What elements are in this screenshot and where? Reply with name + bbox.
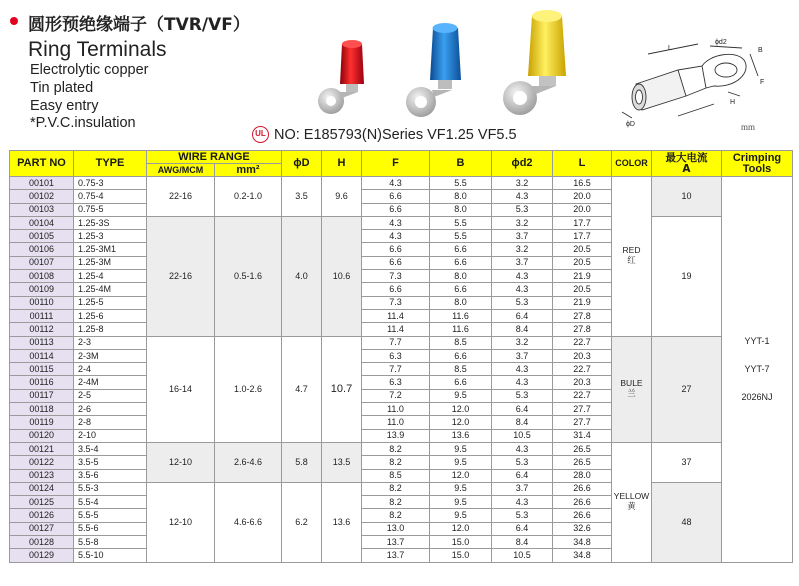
- part-no-cell: 00104: [10, 216, 74, 229]
- l-cell: 26.5: [553, 456, 612, 469]
- part-no-cell: 00101: [10, 177, 74, 190]
- col-mm2: mm²: [215, 164, 282, 177]
- table-row: [10, 442, 793, 455]
- b-cell: 8.0: [430, 270, 492, 283]
- l-cell: 34.8: [553, 536, 612, 549]
- l-cell: 17.7: [553, 230, 612, 243]
- b-cell: 15.0: [430, 536, 492, 549]
- l-cell: 27.7: [553, 403, 612, 416]
- type-cell: 0.75-3: [74, 177, 147, 190]
- l-cell: 22.7: [553, 389, 612, 402]
- phi-d2-cell: 4.3: [492, 190, 553, 203]
- l-cell: 22.7: [553, 363, 612, 376]
- type-cell: 1.25-3S: [74, 216, 147, 229]
- dimension-labels: [618, 36, 790, 132]
- f-cell: 6.6: [362, 256, 430, 269]
- awg-cell: 12-10: [147, 482, 215, 562]
- color-cell: [612, 177, 652, 337]
- h-cell: 10.6: [322, 216, 362, 336]
- mm2-cell: 0.5-1.6: [215, 216, 282, 336]
- mm2-cell: 4.6-6.6: [215, 482, 282, 562]
- col-awg: AWG/MCM: [147, 164, 215, 177]
- l-cell: 20.3: [553, 376, 612, 389]
- phi-d2-cell: 6.4: [492, 522, 553, 535]
- color-cn: 黄: [627, 502, 636, 513]
- b-cell: 6.6: [430, 349, 492, 362]
- max-current-cell: 48: [652, 482, 722, 562]
- product-photo: [300, 6, 600, 126]
- color-cell: [612, 442, 652, 562]
- table-row: [10, 336, 793, 349]
- phi-d2-cell: 10.5: [492, 429, 553, 442]
- f-cell: 13.0: [362, 522, 430, 535]
- b-cell: 9.5: [430, 496, 492, 509]
- h-cell: 13.6: [322, 482, 362, 562]
- col-phi-d: ϕD: [282, 151, 322, 177]
- type-cell: 2-4: [74, 363, 147, 376]
- col-max-current: [652, 151, 722, 177]
- b-cell: 12.0: [430, 403, 492, 416]
- blue-terminal-icon: [406, 23, 461, 117]
- phi-d2-cell: 5.3: [492, 296, 553, 309]
- col-type: TYPE: [74, 151, 147, 177]
- feature-item: Easy entry: [30, 98, 99, 114]
- l-cell: 26.6: [553, 482, 612, 495]
- phi-d2-cell: 3.7: [492, 349, 553, 362]
- f-cell: 11.0: [362, 416, 430, 429]
- l-cell: 28.0: [553, 469, 612, 482]
- l-cell: 27.8: [553, 309, 612, 322]
- type-cell: 5.5-4: [74, 496, 147, 509]
- color-en: BULE: [620, 378, 643, 389]
- color-en: RED: [622, 245, 641, 256]
- max-current-label: 最大电流: [665, 151, 708, 164]
- color-en: YELLOW: [613, 491, 650, 502]
- color-cell: [612, 336, 652, 442]
- type-cell: 0.75-5: [74, 203, 147, 216]
- type-cell: 2-5: [74, 389, 147, 402]
- f-cell: 7.7: [362, 363, 430, 376]
- l-cell: 20.3: [553, 349, 612, 362]
- b-cell: 6.6: [430, 283, 492, 296]
- phi-d-cell: 4.7: [282, 336, 322, 442]
- b-cell: 12.0: [430, 469, 492, 482]
- f-cell: 11.0: [362, 403, 430, 416]
- l-cell: 20.5: [553, 256, 612, 269]
- l-cell: 20.5: [553, 283, 612, 296]
- l-cell: 26.5: [553, 442, 612, 455]
- part-no-cell: 00120: [10, 429, 74, 442]
- type-cell: 3.5-4: [74, 442, 147, 455]
- part-no-cell: 00108: [10, 270, 74, 283]
- type-cell: 5.5-5: [74, 509, 147, 522]
- h-cell: 9.6: [322, 177, 362, 217]
- mm2-cell: 2.6-4.6: [215, 442, 282, 482]
- phi-d2-cell: 4.3: [492, 442, 553, 455]
- type-cell: 1.25-6: [74, 309, 147, 322]
- f-cell: 8.2: [362, 496, 430, 509]
- max-current-cell: 37: [652, 442, 722, 482]
- b-cell: 8.5: [430, 363, 492, 376]
- type-cell: 3.5-6: [74, 469, 147, 482]
- feature-item: Tin plated: [30, 80, 94, 96]
- l-cell: 32.6: [553, 522, 612, 535]
- phi-d-cell: 5.8: [282, 442, 322, 482]
- color-cn: 红: [627, 256, 636, 267]
- phi-d2-cell: 6.4: [492, 403, 553, 416]
- phi-d2-cell: 5.3: [492, 456, 553, 469]
- b-cell: 12.0: [430, 522, 492, 535]
- dim-label: F: [760, 79, 765, 86]
- part-no-cell: 00127: [10, 522, 74, 535]
- yellow-terminal-icon: [503, 10, 566, 115]
- table-row: [10, 177, 793, 190]
- type-cell: 1.25-3M1: [74, 243, 147, 256]
- part-no-cell: 00112: [10, 323, 74, 336]
- part-no-cell: 00114: [10, 349, 74, 362]
- f-cell: 7.2: [362, 389, 430, 402]
- f-cell: 13.9: [362, 429, 430, 442]
- awg-cell: 22-16: [147, 177, 215, 217]
- part-no-cell: 00103: [10, 203, 74, 216]
- phi-d2-cell: 4.3: [492, 283, 553, 296]
- f-cell: 4.3: [362, 216, 430, 229]
- l-cell: 27.7: [553, 416, 612, 429]
- l-cell: 26.6: [553, 496, 612, 509]
- type-cell: 5.5-3: [74, 482, 147, 495]
- awg-cell: 22-16: [147, 216, 215, 336]
- type-cell: 2-3M: [74, 349, 147, 362]
- f-cell: 4.3: [362, 230, 430, 243]
- feature-item: *P.V.C.insulation: [30, 115, 136, 131]
- part-no-cell: 00106: [10, 243, 74, 256]
- col-crimping-tools: Crimping Tools: [722, 151, 793, 177]
- b-cell: 9.5: [430, 442, 492, 455]
- phi-d2-cell: 3.7: [492, 256, 553, 269]
- b-cell: 9.5: [430, 456, 492, 469]
- b-cell: 8.5: [430, 336, 492, 349]
- f-cell: 13.7: [362, 549, 430, 562]
- f-cell: 13.7: [362, 536, 430, 549]
- l-cell: 26.6: [553, 509, 612, 522]
- col-wire-range: WIRE RANGE: [147, 151, 282, 164]
- part-no-cell: 00102: [10, 190, 74, 203]
- b-cell: 9.5: [430, 389, 492, 402]
- series-line: NO: E185793(N)Series VF1.25 VF5.5: [274, 127, 517, 143]
- col-phi-d2: ϕd2: [492, 151, 553, 177]
- col-h: H: [322, 151, 362, 177]
- phi-d2-cell: 10.5: [492, 549, 553, 562]
- h-cell: 13.5: [322, 442, 362, 482]
- part-no-cell: 00119: [10, 416, 74, 429]
- b-cell: 8.0: [430, 203, 492, 216]
- unit-label: mm: [741, 122, 756, 132]
- phi-d2-cell: 3.2: [492, 243, 553, 256]
- red-terminal-icon: [318, 40, 364, 114]
- phi-d2-cell: 3.2: [492, 177, 553, 190]
- part-no-cell: 00110: [10, 296, 74, 309]
- header: [0, 0, 799, 150]
- part-no-cell: 00128: [10, 536, 74, 549]
- f-cell: 8.2: [362, 482, 430, 495]
- col-part-no: PART NO: [10, 151, 74, 177]
- part-no-cell: 00109: [10, 283, 74, 296]
- f-cell: 6.6: [362, 190, 430, 203]
- f-cell: 6.6: [362, 203, 430, 216]
- red-bullet-icon: [10, 17, 18, 25]
- phi-d2-cell: 5.3: [492, 509, 553, 522]
- b-cell: 11.6: [430, 323, 492, 336]
- phi-d2-cell: 6.4: [492, 309, 553, 322]
- spec-table-body: [10, 177, 793, 563]
- f-cell: 7.3: [362, 270, 430, 283]
- b-cell: 5.5: [430, 177, 492, 190]
- phi-d2-cell: 4.3: [492, 363, 553, 376]
- l-cell: 27.8: [553, 323, 612, 336]
- part-no-cell: 00121: [10, 442, 74, 455]
- phi-d2-cell: 6.4: [492, 469, 553, 482]
- mm2-cell: 0.2-1.0: [215, 177, 282, 217]
- col-color: COLOR: [612, 151, 652, 177]
- type-cell: 5.5-10: [74, 549, 147, 562]
- phi-d2-cell: 3.7: [492, 230, 553, 243]
- part-no-cell: 00126: [10, 509, 74, 522]
- phi-d-cell: 6.2: [282, 482, 322, 562]
- crimping-tool-item: 2026NJ: [741, 392, 773, 403]
- part-no-cell: 00116: [10, 376, 74, 389]
- part-no-cell: 00118: [10, 403, 74, 416]
- phi-d2-cell: 5.3: [492, 203, 553, 216]
- feature-item: Electrolytic copper: [30, 62, 149, 78]
- phi-d-cell: 4.0: [282, 216, 322, 336]
- b-cell: 11.6: [430, 309, 492, 322]
- table-row: [10, 216, 793, 229]
- phi-d-cell: 3.5: [282, 177, 322, 217]
- col-b: B: [430, 151, 492, 177]
- part-no-cell: 00123: [10, 469, 74, 482]
- f-cell: 6.6: [362, 283, 430, 296]
- part-no-cell: 00107: [10, 256, 74, 269]
- f-cell: 8.2: [362, 456, 430, 469]
- part-no-cell: 00113: [10, 336, 74, 349]
- phi-d2-cell: 3.2: [492, 216, 553, 229]
- b-cell: 15.0: [430, 549, 492, 562]
- l-cell: 22.7: [553, 336, 612, 349]
- f-cell: 4.3: [362, 177, 430, 190]
- f-cell: 6.3: [362, 349, 430, 362]
- b-cell: 9.5: [430, 482, 492, 495]
- table-row: [10, 482, 793, 495]
- ul-logo-icon: UL: [252, 126, 269, 143]
- f-cell: 11.4: [362, 323, 430, 336]
- f-cell: 7.7: [362, 336, 430, 349]
- part-no-cell: 00125: [10, 496, 74, 509]
- l-cell: 34.8: [553, 549, 612, 562]
- l-cell: 20.5: [553, 243, 612, 256]
- type-cell: 1.25-3M: [74, 256, 147, 269]
- b-cell: 5.5: [430, 230, 492, 243]
- dim-label: H: [730, 99, 736, 106]
- b-cell: 13.6: [430, 429, 492, 442]
- mm2-cell: 1.0-2.6: [215, 336, 282, 442]
- f-cell: 7.3: [362, 296, 430, 309]
- phi-d2-cell: 8.4: [492, 323, 553, 336]
- b-cell: 5.5: [430, 216, 492, 229]
- f-cell: 8.2: [362, 442, 430, 455]
- f-cell: 8.5: [362, 469, 430, 482]
- l-cell: 20.0: [553, 190, 612, 203]
- type-cell: 3.5-5: [74, 456, 147, 469]
- type-cell: 5.5-6: [74, 522, 147, 535]
- type-cell: 5.5-8: [74, 536, 147, 549]
- b-cell: 6.6: [430, 243, 492, 256]
- part-no-cell: 00115: [10, 363, 74, 376]
- type-cell: 2-4M: [74, 376, 147, 389]
- b-cell: 9.5: [430, 509, 492, 522]
- l-cell: 21.9: [553, 270, 612, 283]
- part-no-cell: 00122: [10, 456, 74, 469]
- b-cell: 8.0: [430, 190, 492, 203]
- part-no-cell: 00129: [10, 549, 74, 562]
- color-cn: 兰: [627, 389, 636, 400]
- f-cell: 11.4: [362, 309, 430, 322]
- type-cell: 1.25-4: [74, 270, 147, 283]
- b-cell: 12.0: [430, 416, 492, 429]
- b-cell: 6.6: [430, 256, 492, 269]
- l-cell: 17.7: [553, 216, 612, 229]
- dim-label: ϕD: [626, 121, 635, 128]
- type-cell: 1.25-8: [74, 323, 147, 336]
- phi-d2-cell: 5.3: [492, 389, 553, 402]
- crimping-tool-item: YYT-7: [744, 364, 770, 375]
- dim-label: B: [758, 47, 763, 54]
- spec-table: [9, 150, 793, 563]
- l-cell: 16.5: [553, 177, 612, 190]
- max-current-cell: 19: [652, 216, 722, 336]
- phi-d2-cell: 3.7: [492, 482, 553, 495]
- h-cell: 10.7: [322, 336, 362, 442]
- type-cell: 1.25-4M: [74, 283, 147, 296]
- part-no-cell: 00111: [10, 309, 74, 322]
- f-cell: 6.6: [362, 243, 430, 256]
- english-title: Ring Terminals: [28, 38, 167, 61]
- type-cell: 1.25-5: [74, 296, 147, 309]
- b-cell: 8.0: [430, 296, 492, 309]
- crimping-tools-cell: [722, 177, 793, 563]
- col-l: L: [553, 151, 612, 177]
- phi-d2-cell: 8.4: [492, 536, 553, 549]
- l-cell: 21.9: [553, 296, 612, 309]
- max-current-cell: 10: [652, 177, 722, 217]
- crimping-tool-item: YYT-1: [744, 336, 770, 347]
- type-cell: 2-8: [74, 416, 147, 429]
- phi-d2-cell: 4.3: [492, 270, 553, 283]
- max-current-unit: A: [682, 162, 691, 175]
- type-cell: 2-10: [74, 429, 147, 442]
- type-cell: 2-3: [74, 336, 147, 349]
- awg-cell: 16-14: [147, 336, 215, 442]
- part-no-cell: 00124: [10, 482, 74, 495]
- max-current-cell: 27: [652, 336, 722, 442]
- phi-d2-cell: 8.4: [492, 416, 553, 429]
- type-cell: 0.75-4: [74, 190, 147, 203]
- part-no-cell: 00117: [10, 389, 74, 402]
- dim-label: ϕd2: [715, 39, 727, 46]
- phi-d2-cell: 4.3: [492, 376, 553, 389]
- dim-label: L: [668, 45, 672, 52]
- l-cell: 31.4: [553, 429, 612, 442]
- col-f: F: [362, 151, 430, 177]
- b-cell: 6.6: [430, 376, 492, 389]
- l-cell: 20.0: [553, 203, 612, 216]
- chinese-title: 圆形预绝缘端子（TVR/VF）: [28, 15, 250, 35]
- awg-cell: 12-10: [147, 442, 215, 482]
- f-cell: 6.3: [362, 376, 430, 389]
- type-cell: 1.25-3: [74, 230, 147, 243]
- phi-d2-cell: 3.2: [492, 336, 553, 349]
- type-cell: 2-6: [74, 403, 147, 416]
- phi-d2-cell: 4.3: [492, 496, 553, 509]
- part-no-cell: 00105: [10, 230, 74, 243]
- f-cell: 8.2: [362, 509, 430, 522]
